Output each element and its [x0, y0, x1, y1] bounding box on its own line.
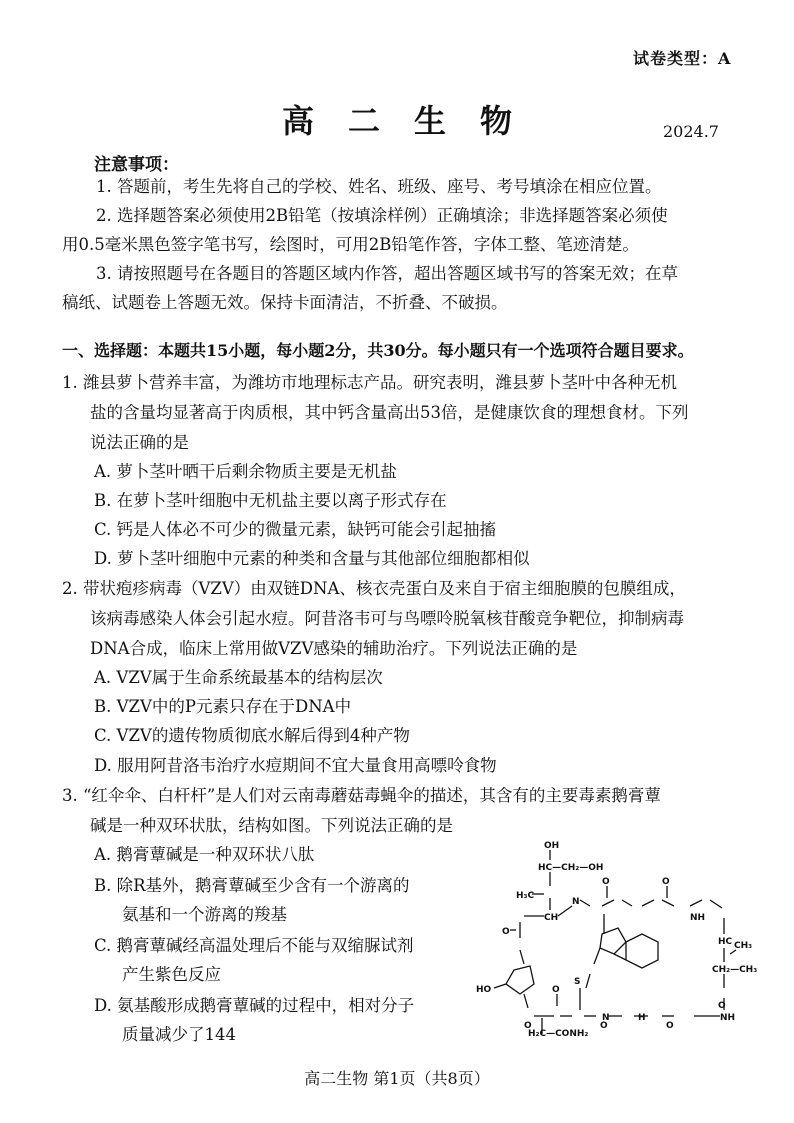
label-nh: NH [720, 1013, 736, 1023]
bond-line [710, 900, 722, 908]
label-n: N [602, 1013, 610, 1023]
notice-line: 3. 请按照题号在各题目的答题区域内作答，超出答题区域书写的答案无效；在草 [96, 264, 678, 283]
label-o: O [600, 1021, 608, 1031]
bond-line [602, 900, 614, 906]
paper-type-label: 试卷类型：A [633, 49, 732, 68]
option-d: D. 氨基酸形成鹅膏蕈碱的过程中，相对分子 [94, 996, 415, 1015]
bond-line [662, 900, 674, 906]
bond-line [524, 994, 528, 1008]
label-conh2: H₂C—CONH₂ [528, 1029, 589, 1039]
label-o: O [552, 985, 560, 995]
label-n: N [572, 897, 580, 907]
label-ch3: CH₃ [734, 941, 753, 951]
bond-line [586, 974, 590, 988]
option-a: A. 鹅膏蕈碱是一种双环状八肽 [94, 845, 315, 864]
notice-line: 稿纸、试题卷上答题无效。保持卡面清洁，不折叠、不破损。 [62, 293, 508, 312]
label-o: O [524, 1021, 532, 1031]
notice-line: 用0.5毫米黑色签字笔书写，绘图时，可用2B铅笔作答，字体工整、笔迹清楚。 [62, 235, 639, 254]
label-o: O [718, 1001, 726, 1011]
label-ho: HO [476, 985, 492, 995]
notice-line: 2. 选择题答案必须使用2B铅笔（按填涂样例）正确填涂；非选择题答案必须使 [96, 206, 668, 225]
question-stem-line: 3. “红伞伞、白杆杆”是人们对云南毒蘑菇毒蝇伞的描述，其含有的主要毒素鹅膏蕈 [62, 786, 661, 805]
bond-line [622, 900, 632, 906]
option-c: C. 钙是人体必不可少的微量元素，缺钙可能会引起抽搐 [94, 520, 497, 539]
option-d: D. 服用阿昔洛韦治疗水痘期间不宜大量食用高嘌呤食物 [94, 756, 497, 775]
label-h: H [638, 1013, 646, 1023]
label-ch2ch3: CH₂—CH₃ [712, 965, 758, 975]
option-b-continued: 氨基和一个游离的羧基 [122, 905, 287, 924]
option-c: C. 鹅膏蕈碱经高温处理后不能与双缩脲试剂 [94, 936, 414, 955]
option-a: A. 萝卜茎叶晒干后剩余物质主要是无机盐 [94, 462, 397, 481]
page-footer: 高二生物 第1页（共8页） [304, 1069, 490, 1088]
option-b: B. VZV中的P元素只存在于DNA中 [94, 697, 352, 716]
option-c-continued: 产生紫色反应 [122, 965, 221, 984]
option-a: A. VZV属于生命系统最基本的结构层次 [94, 668, 383, 687]
label-o: O [602, 877, 610, 887]
question-stem-line: 说法正确的是 [90, 433, 189, 452]
bond-line [614, 954, 626, 960]
label-oh: OH [544, 841, 560, 851]
bond-line [690, 900, 702, 906]
question-stem-line: 1. 潍县萝卜营养丰富，为潍坊市地理标志产品。研究表明，潍县萝卜茎叶中各种无机 [62, 373, 677, 392]
notice-heading: 注意事项： [94, 155, 179, 175]
bond-line [494, 984, 506, 988]
question-stem-line: 盐的含量均显著高于肉质根，其中钙含量高出53倍，是健康饮食的理想食材。下列 [90, 403, 689, 422]
label-hc: HC [718, 937, 733, 947]
option-d-continued: 质量减少了144 [122, 1025, 236, 1044]
label-o: O [502, 927, 510, 937]
question-stem-line: 碱是一种双环状肽，结构如图。下列说法正确的是 [90, 816, 453, 835]
bond-line [642, 900, 654, 906]
bond-line [594, 948, 600, 964]
question-stem-line: 2. 带状疱疹病毒（VZV）由双链DNA、核衣壳蛋白及来自于宿主细胞膜的包膜组成， [62, 579, 686, 598]
label-nh: NH [690, 913, 706, 923]
notice-line: 1. 答题前，考生先将自己的学校、姓名、班级、座号、考号填涂在相应位置。 [96, 177, 662, 196]
option-d: D. 萝卜茎叶细胞中元素的种类和含量与其他部位细胞都相似 [94, 549, 530, 568]
question-stem-line: 该病毒感染人体会引起水痘。阿昔洛韦可与鸟嘌呤脱氧核苷酸竞争靶位，抑制病毒 [90, 609, 684, 628]
exam-date: 2024.7 [663, 122, 719, 141]
label-o: O [662, 877, 670, 887]
benzene-ring [626, 934, 658, 968]
bond-line [520, 950, 524, 964]
label-h3c: H₃C [516, 891, 535, 901]
label-o: O [666, 1021, 674, 1031]
label-hoch: HC—CH₂—OH [538, 863, 604, 873]
option-b: B. 除R基外，鹅膏蕈碱至少含有一个游离的 [94, 876, 410, 895]
question-stem-line: DNA合成，临床上常用做VZV感染的辅助治疗。下列说法正确的是 [90, 639, 578, 658]
label-s: S [574, 977, 581, 987]
proline-ring [506, 966, 534, 994]
page-title: 高二生物 [281, 102, 546, 140]
bond-line [558, 906, 572, 916]
section-heading: 一、选择题：本题共15小题，每小题2分，共30分。每小题只有一个选项符合题目要求。 [62, 341, 694, 360]
option-c: C. VZV的遗传物质彻底水解后得到4种产物 [94, 726, 410, 745]
label-ch: CH [544, 913, 559, 923]
bond-line [580, 900, 590, 906]
option-b: B. 在萝卜茎叶细胞中无机盐主要以离子形式存在 [94, 491, 447, 510]
amatoxin-structure-figure [462, 838, 758, 1039]
